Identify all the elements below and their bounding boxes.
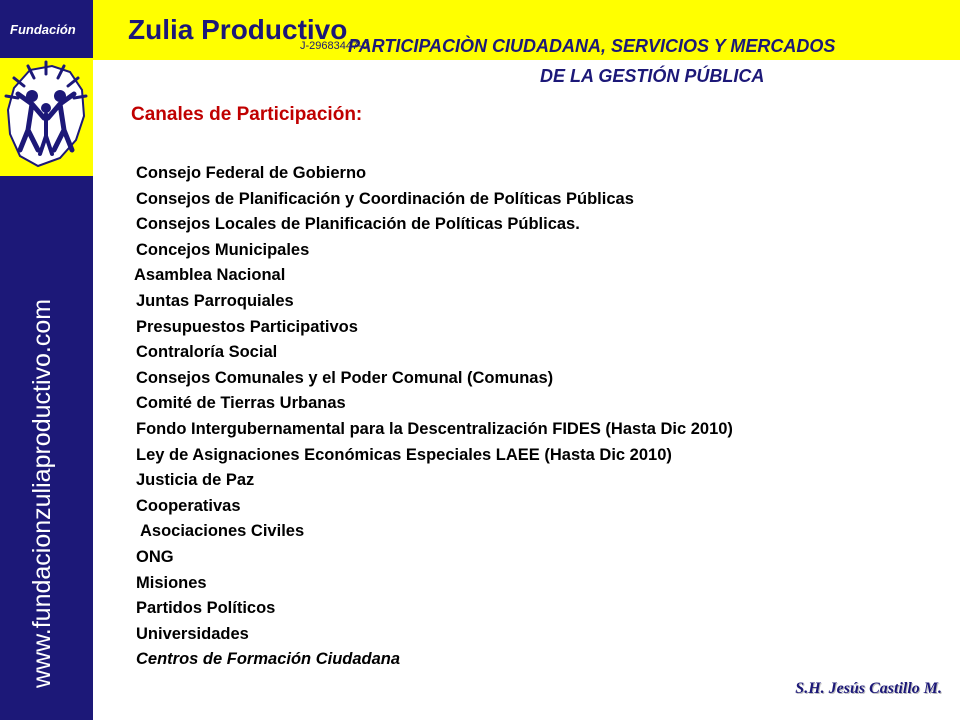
list-item: Asamblea Nacional xyxy=(134,266,286,285)
foundation-logo xyxy=(0,58,93,176)
list-item: Consejos Comunales y el Poder Comunal (Comunas) xyxy=(136,368,554,387)
page-title-line1: PARTICIPACIÒN CIUDADANA, SERVICIOS Y MERCADOS xyxy=(348,36,836,56)
list-item: Misiones xyxy=(136,573,207,592)
list-item: Universidades xyxy=(136,624,249,643)
list-item: Ley de Asignaciones Económicas Especiales LAEE (Hasta Dic 2010) xyxy=(136,445,672,464)
list-item: Consejos Locales de Planificación de Políticas Públicas. xyxy=(136,215,580,234)
list-item: Partidos Políticos xyxy=(136,599,276,618)
list-item: ONG xyxy=(136,547,174,566)
list-item: Presupuestos Participativos xyxy=(136,317,358,336)
website-url[interactable]: www.fundacionzuliaproductivo.com xyxy=(28,298,56,688)
list-item: Contraloría Social xyxy=(136,343,278,362)
list-item: Cooperativas xyxy=(136,496,241,515)
list-item: Asociaciones Civiles xyxy=(136,522,305,541)
section-title: Canales de Participación: xyxy=(131,104,363,125)
list-item: Consejos de Planificación y Coordinación de Políticas Públicas xyxy=(136,189,634,208)
list-item: Centros de Formación Ciudadana xyxy=(136,650,401,669)
list-item: Comité de Tierras Urbanas xyxy=(136,394,346,413)
list-item: Justicia de Paz xyxy=(136,471,255,490)
foundation-label: Fundación xyxy=(10,22,76,37)
page-title-line2: DE LA GESTIÓN PÚBLICA xyxy=(540,66,765,86)
list-item: Juntas Parroquiales xyxy=(136,291,294,310)
author-signature: S.H. Jesús Castillo M. xyxy=(795,680,942,697)
logo-icon xyxy=(0,58,93,176)
rif-number: J-29683447-0 xyxy=(300,40,368,52)
brand-title: Zulia Productivo xyxy=(128,14,348,45)
list-item: Consejo Federal de Gobierno xyxy=(136,164,367,182)
channel-list xyxy=(136,161,733,673)
list-item: Concejos Municipales xyxy=(136,240,310,259)
list-item: Fondo Intergubernamental para la Descentralización FIDES (Hasta Dic 2010) xyxy=(136,419,733,438)
